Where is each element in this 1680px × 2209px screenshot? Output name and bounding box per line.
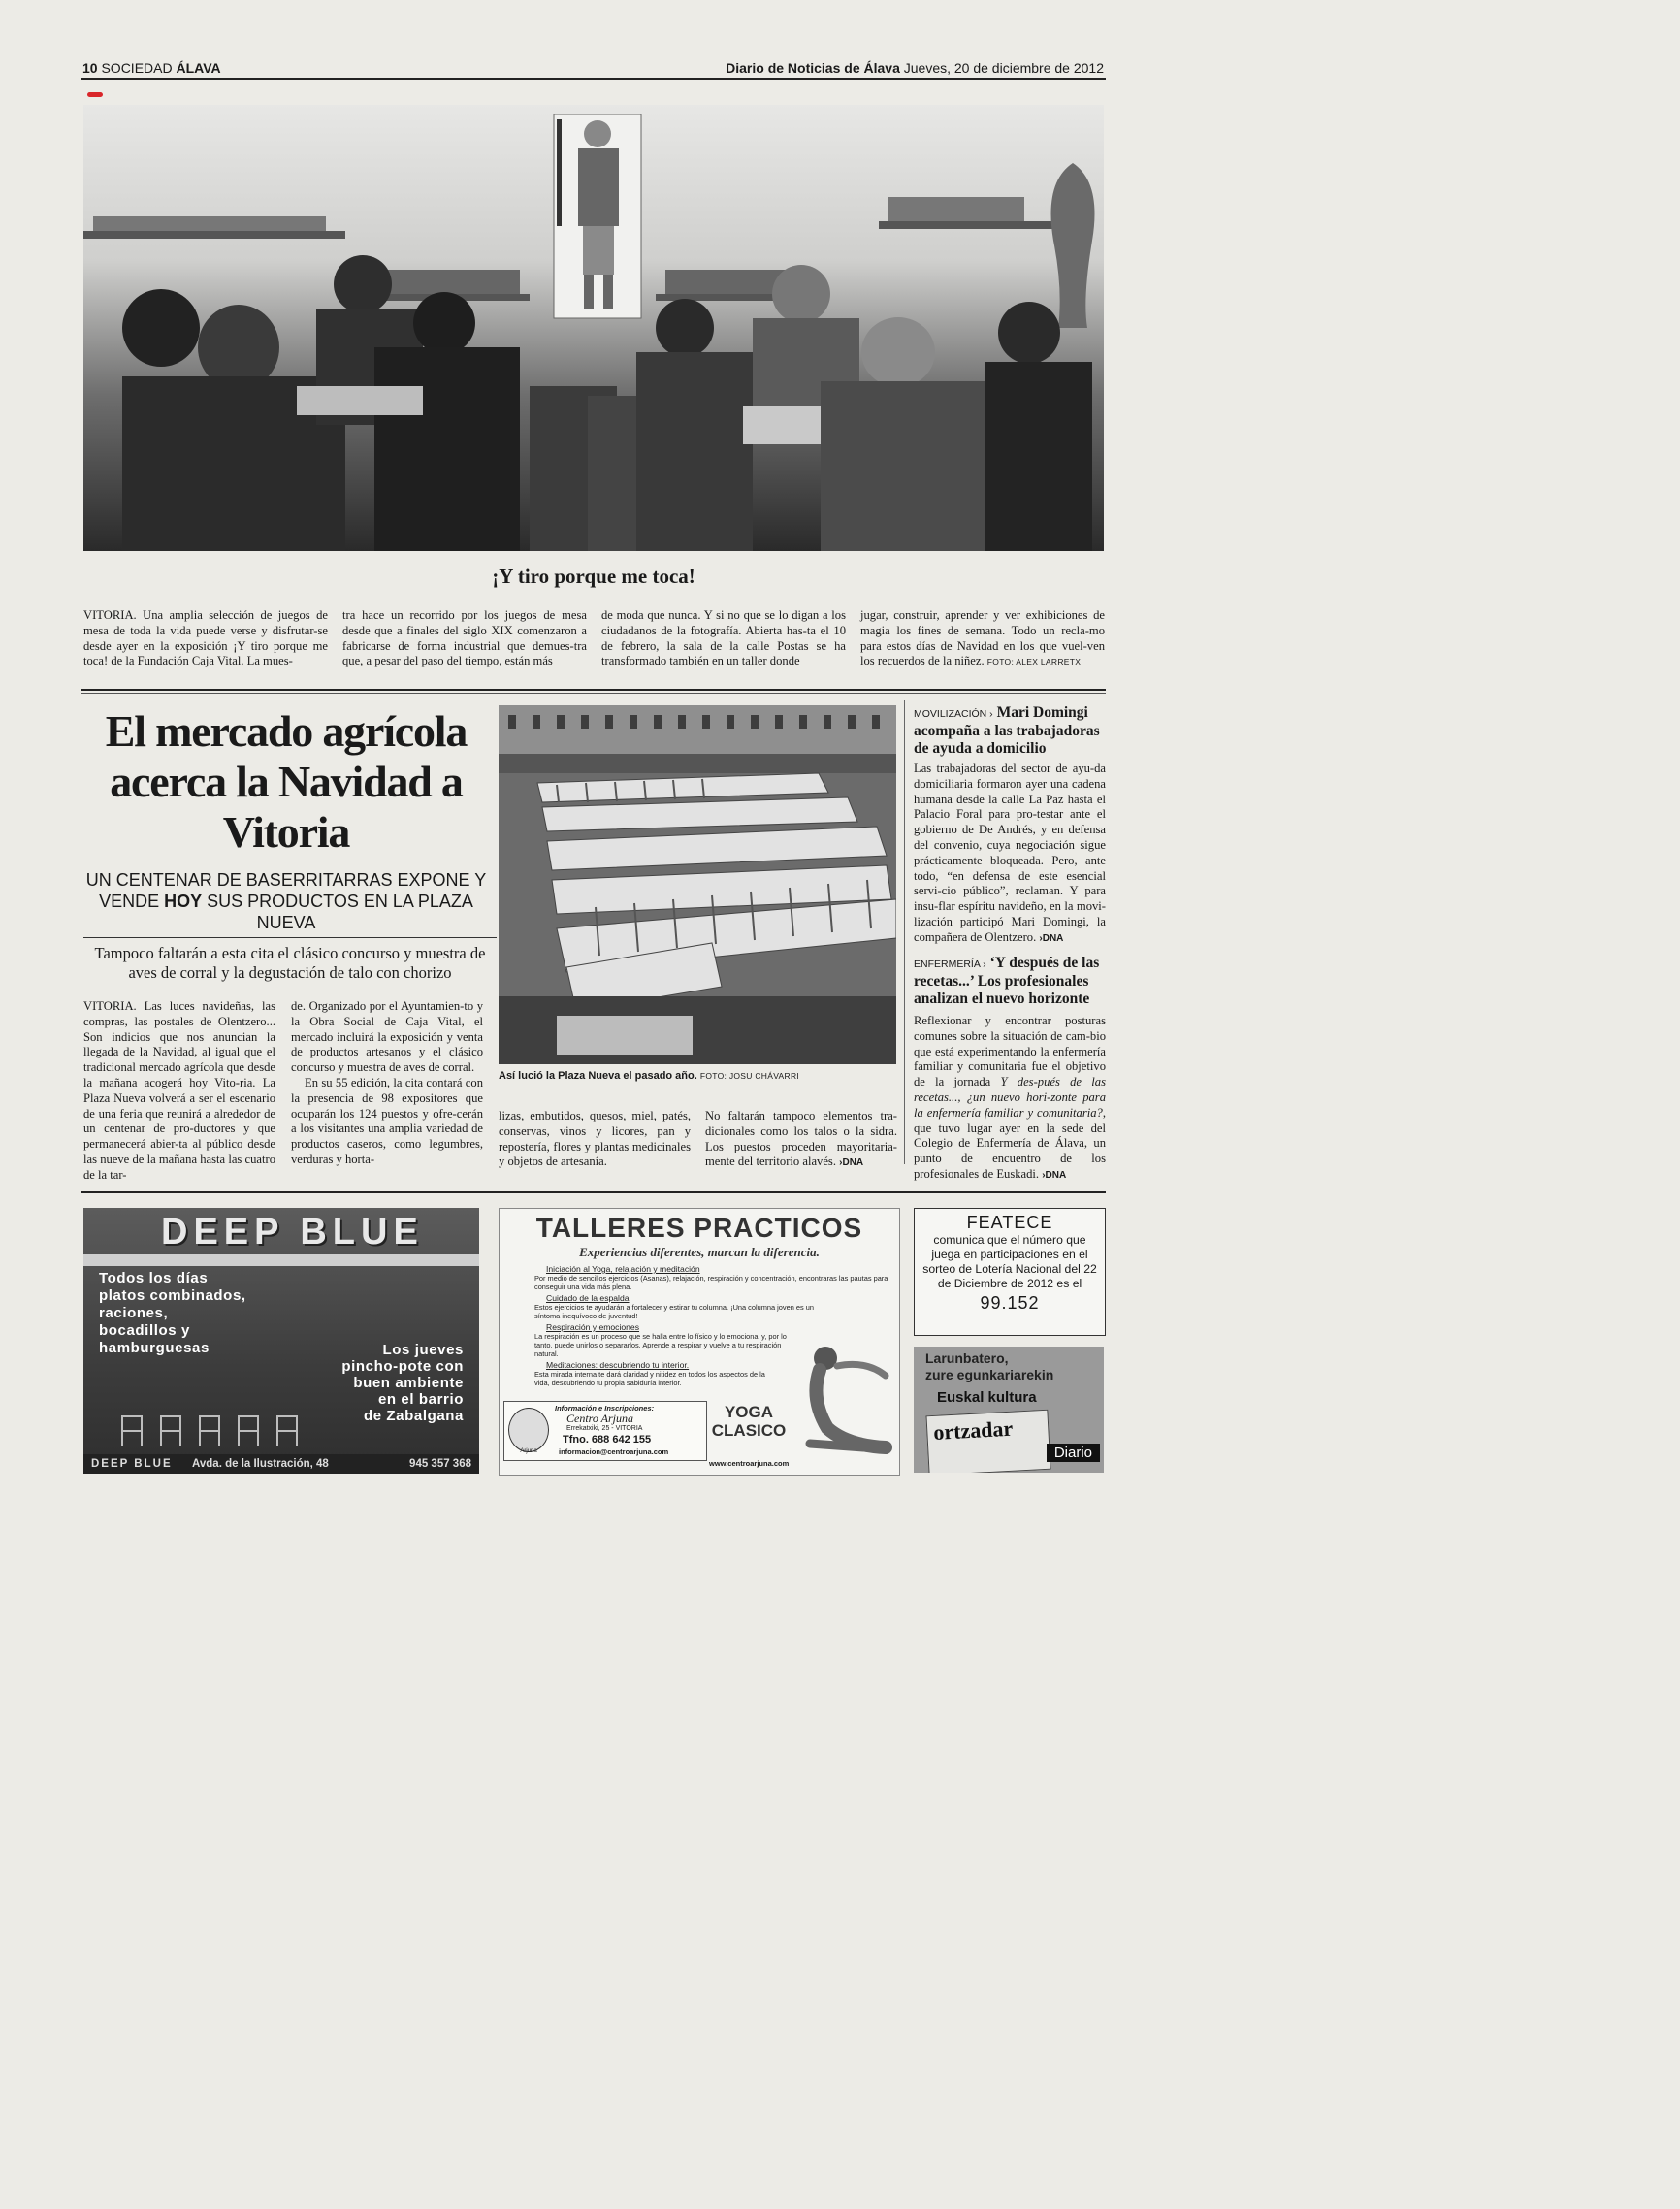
ortzadar-line-1: Larunbatero, [925,1350,1009,1366]
talleres-center-name: Centro Arjuna [566,1412,634,1425]
main-col-1-text: VITORIA. Las luces navideñas, las compras, las postales de Olentzero... Son indicios que nos anuncian la llegada de la Navidad, al igual que el tradicional mercado agrícola que desde la mañana acogerá hoy Vito-ria. La Plaza Nueva volverá a ser el escenario de una feria que reunirá a alrededor de un centenar de pro-ductores y que permanecerá abier-ta al público desde las nueve de la mañana hasta las cuatro de la tar- [83,999,275,1182]
talleres-address: Errekatxiki, 25 - VITORIA [566,1425,643,1432]
main-col-2a-text: de. Organizado por el Ayuntamien-to y la Obra Social de Caja Vital, el mercado incluirá la exposición y venta de productos artesanos y el clásico concurso y muestra de aves de corral. [291,999,483,1075]
top-story-col-1 [83,608,328,669]
deep-blue-line-2: platos combinados, [99,1287,246,1304]
side-column-rule [904,700,905,1164]
main-col-1 [83,999,275,1184]
side2-body-post: , que tuvo lugar ayer en la sede del Colegio de Enfermería de Álava, un punto de encuentro de los profesionales de Euskadi. [914,1105,1106,1181]
side1-body [914,762,1106,947]
talleres-title: TALLERES PRACTICOS [535,1213,863,1243]
deep-blue-promo [341,1342,464,1424]
top-story-col-3 [601,608,846,669]
subhead-bold: HOY [164,892,203,911]
red-mark [87,92,103,97]
main-col-3-text: lizas, embutidos, quesos, miel, patés, conservas, vinos y licores, pan y repostería, flores y plantas medicinales y objetos de artesanía. [499,1109,691,1169]
deep-blue-line-5: hamburguesas [99,1340,210,1356]
section-rule-2 [81,1191,1106,1193]
deep-blue-line-4: bocadillos y [99,1322,190,1339]
ad-featece [914,1208,1106,1336]
talleres-s3-title: Respiración y emociones [546,1322,640,1332]
talleres-s3-text: La respiración es un proceso que se halla entre lo físico y lo emocional y, por lo tanto, puede unirlos o separarlos. Aprende a respirar y vuelve a tu respiración natural. [534,1332,787,1358]
deep-blue-promo-4: en el barrio [377,1391,464,1408]
deep-blue-promo-5: de Zabalgana [363,1408,464,1424]
talleres-yoga-label [705,1403,792,1440]
deep-blue-line-1: Todos los días [99,1270,209,1286]
side2-signoff: ›DNA [1042,1169,1067,1181]
featece-number: 99.152 [980,1293,1040,1313]
subhead-pre: UN CENTENAR DE BASERRITARRAS EXPONE Y VENDE [85,870,487,911]
talleres-s4-title: Meditaciones: descubriendo tu interior. [546,1360,690,1370]
side2-headline [914,955,1106,1008]
side2-body-italic: Y des-pués de las recetas..., ¿un nuevo hori-zonte para la enfermería familiar y comunitaria? [914,1075,1106,1120]
ad-deep-blue [83,1208,479,1474]
side1-signoff: ›DNA [1039,932,1064,944]
top-story-col-2 [342,608,587,669]
ortzadar-cover [925,1410,1050,1473]
section-name: SOCIEDAD [101,60,173,76]
ortzadar-line-2: zure egunkariarekin [925,1367,1054,1382]
side2-headline-text: ‘Y después de las recetas...’ Los profesionales analizan el nuevo horizonte [914,955,1100,1007]
main-subhead [83,869,489,933]
talleres-info-box [503,1401,707,1461]
featece-title: FEATECE [966,1213,1053,1232]
top-photo-credit: FOTO: ALEX LARRETXI [986,657,1083,667]
newspaper-name: Diario de Noticias de Álava [726,60,900,76]
talleres-clasico: CLASICO [711,1421,787,1440]
side1-body-text: Las trabajadoras del sector de ayu-da domiciliaria formaron ayer una cadena humana desde la calle La Paz hasta el Palacio Foral para pro-testar ante el gobierno de De Andrés, y en defensa del convenio, cuya negociación sigue prácticamente bloqueada. Pero, ante todo, “en defensa de este esencial servi-cio público”, reclaman. Y para insu-flar espíritu navideño, en la movi-lización participó Mari Domingi, la compañera de Olentzero. [914,762,1106,944]
top-story-col-2-text: tra hace un recorrido por los juegos de mesa desde que a finales del siglo XIX comenzaron a fabricarse de forma industrial que demues-tra que, a pesar del paso del tiempo, están más [342,608,587,668]
top-story-col-4 [860,608,1105,670]
main-col-2 [291,999,483,1168]
page-number: 10 [82,60,98,76]
deep-blue-menu [99,1270,246,1357]
talleres-info-label: Información e Inscripciones: [555,1404,655,1413]
side2-body [914,1014,1106,1184]
subhead-post: SUS PRODUCTOS EN LA PLAZA NUEVA [207,892,473,932]
deep-blue-address: Avda. de la Ilustración, 48 [192,1458,329,1470]
main-headline: El mercado agrícola acerca la Navidad a Vitoria [105,706,468,857]
market-photo-credit: FOTO: JOSU CHÁVARRI [699,1071,800,1081]
talleres-s2-text: Estos ejercicios te ayudarán a fortalecer y estirar tu columna. ¡Una columna joven es un síntoma inequívoco de juventud! [534,1303,814,1320]
side2-body-pre: Reflexionar y encontrar posturas comunes sobre la situación de cam-bio que está experimentando la enfermería familiar y comunitaria fue el objetivo de la jornada [914,1014,1106,1089]
top-story-col-3-text: de moda que nunca. Y si no que se lo digan a los ciudadanos de la fotografía. Abierta has-ta el 10 de febrero, la sala de la calle Postas se ha transformado también en un taller donde [601,608,846,668]
talleres-s2-title: Cuidado de la espalda [546,1293,630,1303]
ortzadar-line-3: Euskal kultura [937,1389,1037,1406]
talleres-s1-title: Iniciación al Yoga, relajación y meditación [546,1264,700,1274]
arjuna-logo-label: Arjuna [520,1448,537,1454]
deep-blue-line-3: raciones, [99,1305,169,1321]
page-header-right [726,60,1104,76]
top-story-title: ¡Y tiro porque me toca! [492,565,695,588]
featece-text: comunica que el número que juega en participaciones en el sorteo de Lotería Nacional del 22 de Diciembre de 2012 es el [922,1233,1097,1290]
talleres-web: www.centroarjuna.com [709,1459,790,1468]
talleres-s4-text: Esta mirada interna te dará claridad y nitidez en todos los aspectos de la vida, descubriendo tu propia sabiduría interior. [534,1370,765,1387]
deep-blue-footer [83,1454,479,1474]
side1-tag: MOVILIZACIÓN › [914,708,993,720]
ortzadar-brand: ortzadar [932,1415,1014,1445]
top-story-col-1-text: VITORIA. Una amplia selección de juegos de mesa de toda la vida puede verse y disfrutar-se desde ayer en la exposición ¡Y tiro porque me toca! de la Fundación Caja Vital. La mues- [83,608,328,668]
market-photo-caption-text: Así lució la Plaza Nueva el pasado año. [499,1070,697,1082]
market-photo-caption [499,1070,906,1082]
main-col-2b-text: En su 55 edición, la cita contará con la presencia de 98 expositores que ocuparán los 124 puestos y ofre-cerán a los visitantes una amplia variedad de productos caseros, como legumbres, verduras y horta- [291,1075,483,1166]
ad-ortzadar [914,1347,1104,1473]
side1-headline-text: Mari Domingi acompaña a las trabajadoras de ayuda a domicilio [914,704,1100,757]
deep-blue-promo-1: Los jueves [382,1342,464,1358]
deep-blue-promo-2: pincho-pote con [341,1358,464,1375]
deep-blue-promo-3: buen ambiente [353,1375,464,1391]
board-games-photo [83,105,1104,551]
terrace-chairs-graphic [113,1392,326,1450]
main-signoff: ›DNA [839,1157,864,1169]
section-rule-1 [81,689,1106,691]
side1-headline [914,704,1106,758]
deep-blue-footer-brand: DEEP BLUE [91,1458,173,1470]
section-rule-1b [81,693,1106,694]
arjuna-logo [508,1408,549,1452]
main-deck: Tampoco faltarán a esta cita el clásico concurso y muestra de aves de corral y la degustación de talo con chorizo [83,937,497,989]
talleres-yoga: YOGA [724,1403,774,1421]
main-col-3 [499,1109,691,1170]
main-col-4 [705,1109,897,1171]
talleres-tagline: Experiencias diferentes, marcan la diferencia. [579,1245,820,1259]
main-col-4-text: No faltarán tampoco elementos tra-dicionales como los talos o la sidra. Los puestos proceden mayoritaria-mente del territorio alavés. [705,1109,897,1169]
deep-blue-brand: DEEP BLUE [161,1212,424,1252]
ad-talleres-practicos [499,1208,900,1476]
ortzadar-badge: Diario [1047,1444,1100,1462]
deep-blue-awning [83,1254,479,1266]
page-header-left [82,60,221,76]
top-story-col-4-text: jugar, construir, aprender y ver exhibiciones de magia los fines de semana. Todo un recla-mo para estos días de Navidad en los que vuel-ven los recuerdos de la niñez. [860,608,1105,668]
issue-date: Jueves, 20 de diciembre de 2012 [903,60,1104,76]
talleres-s1-text: Por medio de sencillos ejercicios (Asanas), relajación, respiración y concentración, encontraras las pautas para conseguir una vida más plena. [534,1274,888,1291]
talleres-email: informacion@centroarjuna.com [559,1447,669,1456]
deep-blue-phone: 945 357 368 [409,1458,471,1470]
talleres-phone: Tfno. 688 642 155 [563,1434,652,1446]
side2-tag: ENFERMERÍA › [914,958,986,970]
yoga-pose-graphic [781,1337,895,1458]
plaza-nueva-market-photo [499,705,896,1064]
region-name: ÁLAVA [176,60,221,76]
header-rule [81,78,1106,80]
